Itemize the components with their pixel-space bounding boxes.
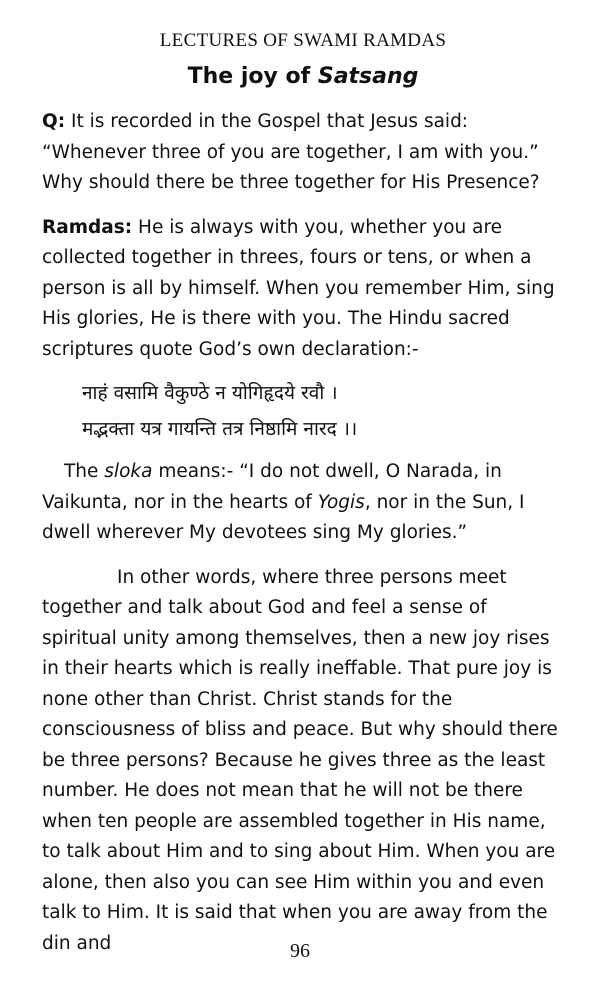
chapter-title-main: The joy of [187, 64, 318, 89]
chapter-title [42, 64, 564, 89]
answer-label: Ramdas: [42, 216, 133, 238]
meaning-text-1: The [64, 461, 105, 482]
sloka-meaning-paragraph [42, 457, 564, 549]
sloka-line-2: मद्भक्ता यत्र गायन्ति तत्र निष्ठामि नारद ।। [82, 418, 358, 440]
meaning-sloka-word: sloka [104, 461, 153, 482]
running-head: LECTURES OF SWAMI RAMDAS [159, 30, 447, 51]
meaning-text-3: , nor in the Sun, I dwell wherever My devotees sing My glories.” [42, 491, 525, 543]
sloka-line-1: नाहं वसामि वैकुण्ठे न योगिहृदये रवौ । [82, 382, 338, 404]
question-text: It is recorded in the Gospel that Jesus said: “Whenever three of you are together, I am with you.” Why should there be three together for His Presence? [42, 111, 540, 193]
answer-text: He is always with you, whether you are collected together in threes, fours or tens, or when a person is all by himself. When you remember Him, sing His glories, He is there with you. The Hindu sacred scriptures quote God’s own declaration:- [42, 216, 555, 360]
body-paragraph: In other words, where three persons meet together and talk about God and feel a sense of spiritual unity among themselves, then a new joy rises in their hearts which is really ineffable. That pure joy is none other than Christ. Christ stands for the consciousness of bliss and peace. But why should there be three persons? Because he gives three as the least number. He does not mean that he will not be there when ten people are assembled together in His name, to talk about Him and to sing about Him. When you are alone, then also you can see Him within you and even talk to Him. It is said that when you are away from the din and [42, 566, 558, 954]
sanskrit-sloka [42, 375, 564, 447]
question-label: Q: [42, 111, 66, 132]
answer-paragraph [42, 213, 564, 366]
meaning-yogis-word: Yogis [317, 491, 365, 513]
meaning-text-2: means:- “I do not dwell, O Narada, in Vaikunta, nor in the hearts of [42, 461, 502, 513]
page-number: 96 [290, 940, 310, 962]
question-paragraph [42, 107, 564, 199]
chapter-title-italic: Satsang [317, 64, 419, 89]
